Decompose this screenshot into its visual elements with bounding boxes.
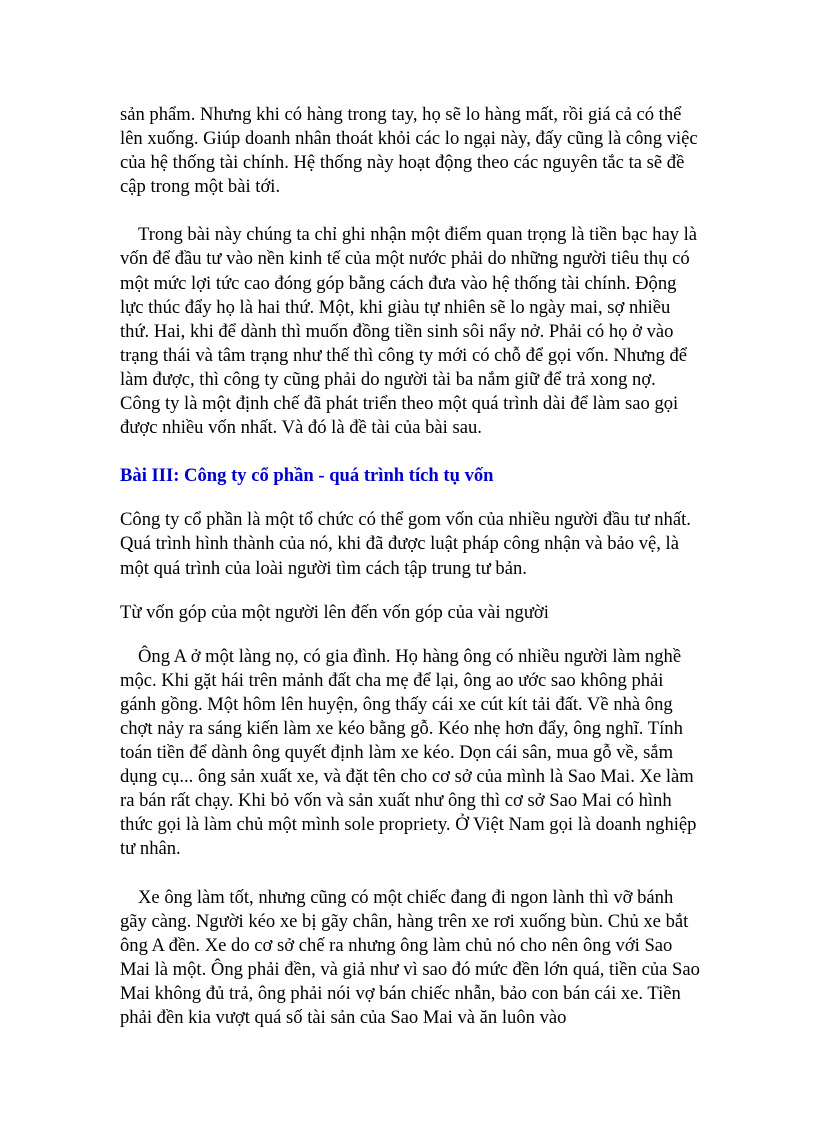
subheading: Từ vốn góp của một người lên đến vốn góp của vài người (120, 601, 549, 623)
paragraph-5: Xe ông làm tốt, nhưng cũng có một chiếc đang đi ngon lành thì vỡ bánh gãy càng. Người kéo xe bị gãy chân, hàng trên xe rơi xuống bùn. Chủ xe bắt ông A đền. Xe do cơ sở chế ra nhưng ông làm chủ nó cho nên ông với Sao Mai là một. Ông phải đền, và giả như vì sao đó mức đền lớn quá, tiền của Sao Mai không đủ trả, ông phải nói vợ bán chiếc nhẫn, bảo con bán cái xe. Tiền phải đền kia vượt quá số tài sản của Sao Mai và ăn luôn vào (120, 886, 700, 1028)
paragraph-1: sản phẩm. Nhưng khi có hàng trong tay, họ sẽ lo hàng mất, rồi giá cả có thể lên xuống. Giúp doanh nhân thoát khỏi các lo ngại này, đấy cũng là công việc của hệ thống tài chính. Hệ thống này hoạt động theo các nguyên tắc ta sẽ đề cập trong một bài tới. (120, 104, 698, 198)
paragraph-4: Ông A ở một làng nọ, có gia đình. Họ hàng ông có nhiều người làm nghề mộc. Khi gặt hái trên mảnh đất cha mẹ để lại, ông ao ước sao không phải gánh gồng. Một hôm lên huyện, ông thấy cái xe cút kít tải đất. Về nhà ông chợt nảy ra sáng kiến làm xe kéo bằng gỗ. Kéo nhẹ hơn đẩy, ông nghĩ. Tính toán tiền để dành ông quyết định làm xe kéo. Dọn cái sân, mua gỗ về, sắm dụng cụ... ông sản xuất xe, và đặt tên cho cơ sở của mình là Sao Mai. Xe làm ra bán rất chạy. Khi bỏ vốn và sản xuất như ông thì cơ sở Sao Mai có hình thức gọi là làm chủ một mình sole propriety. Ở Việt Nam gọi là doanh nghiệp tư nhân. (120, 645, 697, 860)
paragraph-2: Trong bài này chúng ta chỉ ghi nhận một điểm quan trọng là tiền bạc hay là vốn để đầu tư vào nền kinh tế của một nước phải do những người tiêu thụ có một mức lợi tức cao đóng góp bằng cách đưa vào hệ thống tài chính. Động lực thúc đẩy họ là hai thứ. Một, khi giàu tự nhiên sẽ lo ngày mai, sợ nhiều thứ. Hai, khi để dành thì muốn đồng tiền sinh sôi nẩy nở. Phải có họ ở vào trạng thái và tâm trạng như thế thì công ty mới có chỗ để gọi vốn. Nhưng để làm được, thì công ty cũng phải do người tài ba nắm giữ để trả xong nợ. Công ty là một định chế đã phát triển theo một quá trình dài để làm sao gọi được nhiều vốn nhất. Và đó là đề tài của bài sau. (120, 224, 698, 439)
paragraph-3: Công ty cổ phần là một tổ chức có thể gom vốn của nhiều người đầu tư nhất. Quá trình hình thành của nó, khi đã được luật pháp công nhận và bảo vệ, là một quá trình của loài người tìm cách tập trung tư bản. (120, 509, 691, 579)
section-heading: Bài III: Công ty cổ phần - quá trình tích tụ vốn (120, 465, 494, 487)
document-body (120, 103, 700, 1030)
